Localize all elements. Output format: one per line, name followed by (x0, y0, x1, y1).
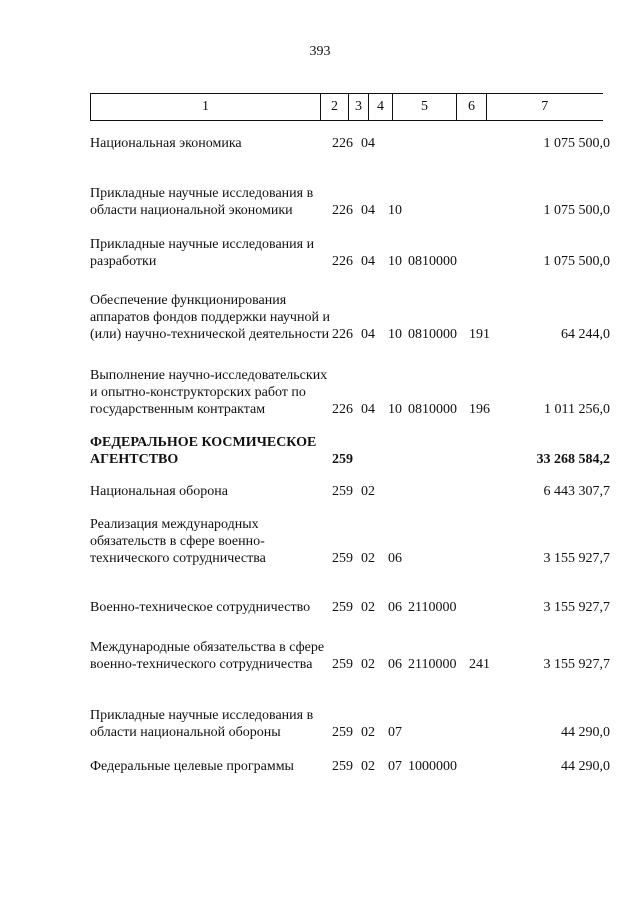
amount-value: 64 244,0 (561, 327, 610, 342)
col-5-value: 0810000 (408, 402, 457, 417)
row-description: Обеспечение функционирования аппаратов фондов поддержки научной и (или) научно-технической деятельности (90, 293, 330, 342)
col-2-value: 259 (332, 759, 353, 774)
col-2-value: 259 (332, 600, 353, 615)
col-3-value: 02 (361, 551, 375, 566)
row-description: Национальная экономика (90, 136, 242, 151)
col-4-value: 10 (388, 254, 402, 269)
amount-value: 6 443 307,7 (543, 484, 610, 499)
row-description: Реализация международных обязательств в сфере военно-технического сотрудничества (90, 517, 266, 566)
col-5-value: 2110000 (408, 600, 457, 615)
header-col-4: 4 (369, 94, 393, 121)
header-col-6: 6 (457, 94, 487, 121)
col-5-value: 0810000 (408, 254, 457, 269)
col-6-value: 191 (469, 327, 490, 342)
col-2-value: 259 (332, 551, 353, 566)
col-2-value: 226 (332, 136, 353, 151)
col-4-value: 06 (388, 600, 402, 615)
col-3-value: 02 (361, 725, 375, 740)
col-5-value: 1000000 (408, 759, 457, 774)
col-2-value: 259 (332, 657, 353, 672)
header-col-3: 3 (349, 94, 369, 121)
header-col-2: 2 (321, 94, 349, 121)
row-description: Международные обязательства в сфере военно-технического сотрудничества (90, 640, 325, 672)
row-description: Федеральные целевые программы (90, 759, 294, 774)
amount-value: 3 155 927,7 (543, 657, 610, 672)
row-description: ФЕДЕРАЛЬНОЕ КОСМИЧЕСКОЕ АГЕНТСТВО (90, 435, 317, 467)
amount-value: 3 155 927,7 (543, 551, 610, 566)
header-col-5: 5 (393, 94, 457, 121)
col-3-value: 02 (361, 759, 375, 774)
col-6-value: 241 (469, 657, 490, 672)
col-6-value: 196 (469, 402, 490, 417)
amount-value: 33 268 584,2 (536, 452, 610, 467)
col-2-value: 226 (332, 203, 353, 218)
page-number: 393 (309, 44, 331, 59)
header-col-1: 1 (91, 94, 321, 121)
col-2-value: 226 (332, 327, 353, 342)
col-4-value: 07 (388, 725, 402, 740)
col-5-value: 2110000 (408, 657, 457, 672)
col-2-value: 259 (332, 484, 353, 499)
col-3-value: 02 (361, 600, 375, 615)
col-4-value: 10 (388, 402, 402, 417)
header-col-7: 7 (487, 94, 603, 121)
col-2-value: 259 (332, 725, 353, 740)
col-3-value: 04 (361, 327, 375, 342)
row-description: Прикладные научные исследования в области национальной обороны (90, 708, 314, 740)
col-4-value: 07 (388, 759, 402, 774)
col-4-value: 10 (388, 327, 402, 342)
row-description: Военно-техническое сотрудничество (90, 600, 311, 615)
amount-value: 1 075 500,0 (543, 254, 610, 269)
amount-value: 1 075 500,0 (543, 203, 610, 218)
amount-value: 44 290,0 (561, 725, 610, 740)
col-3-value: 02 (361, 484, 375, 499)
col-4-value: 06 (388, 551, 402, 566)
row-description: Выполнение научно-исследовательских и опытно-конструкторских работ по государственным контрактам (90, 368, 328, 417)
amount-value: 44 290,0 (561, 759, 610, 774)
col-3-value: 04 (361, 136, 375, 151)
col-2-value: 226 (332, 254, 353, 269)
amount-value: 1 075 500,0 (543, 136, 610, 151)
row-description: Прикладные научные исследования и разработки (90, 237, 315, 269)
row-description: Прикладные научные исследования в области национальной экономики (90, 186, 314, 218)
col-3-value: 04 (361, 402, 375, 417)
amount-value: 1 011 256,0 (544, 402, 610, 417)
col-2-value: 226 (332, 402, 353, 417)
col-3-value: 04 (361, 254, 375, 269)
col-4-value: 06 (388, 657, 402, 672)
col-3-value: 02 (361, 657, 375, 672)
col-2-value: 259 (332, 452, 353, 467)
row-description: Национальная оборона (90, 484, 228, 499)
amount-value: 3 155 927,7 (543, 600, 610, 615)
col-3-value: 04 (361, 203, 375, 218)
col-5-value: 0810000 (408, 327, 457, 342)
col-4-value: 10 (388, 203, 402, 218)
